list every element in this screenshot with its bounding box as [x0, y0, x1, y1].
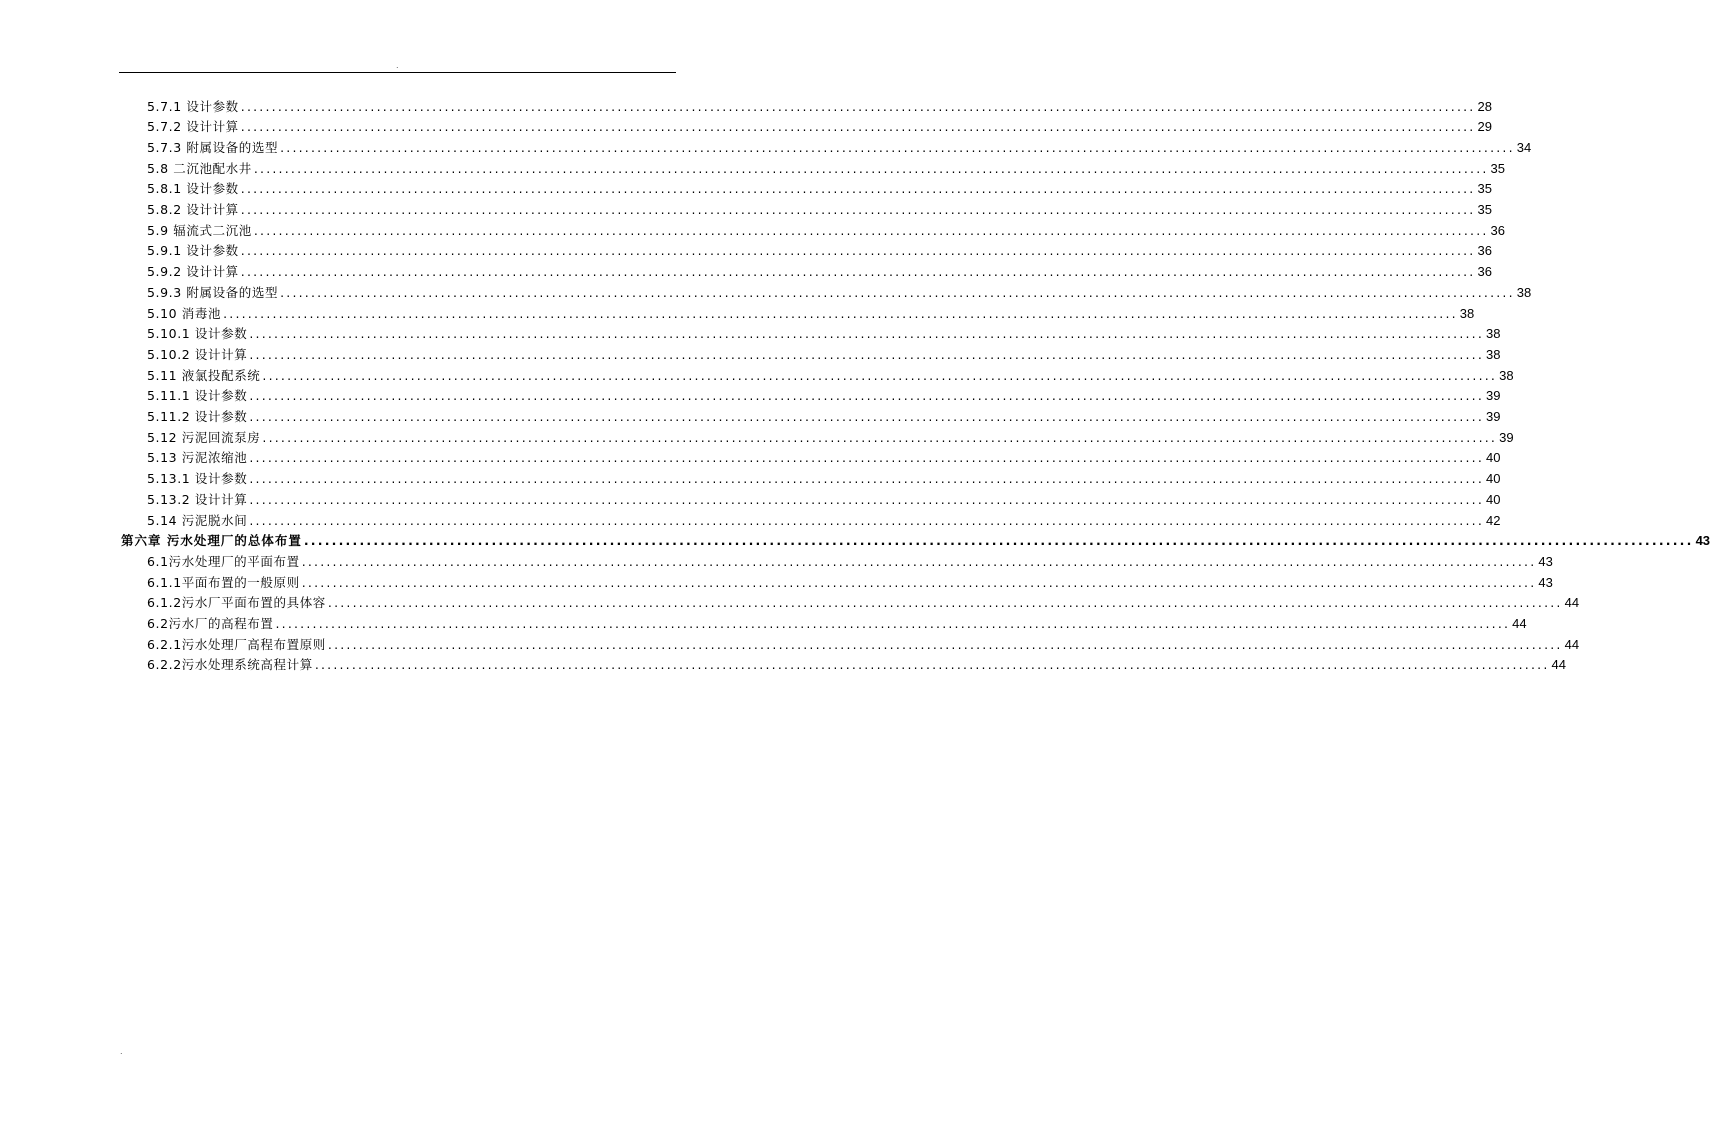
toc-entry[interactable]	[147, 134, 1532, 155]
toc-entry[interactable]	[147, 611, 1527, 632]
toc-entry-page-number: 40	[1486, 471, 1501, 487]
toc-entry[interactable]	[147, 631, 1580, 652]
toc-entry[interactable]	[147, 279, 1532, 300]
toc-entry-page-number: 44	[1564, 636, 1580, 652]
toc-entry-page-number: 43	[1538, 553, 1553, 569]
toc-dot-leader: ........................................................................................................................................................................................................	[240, 202, 1476, 217]
toc-entry-label: 6.2.1污水处理厂高程布置原则	[147, 636, 326, 652]
toc-entry-page-number: 40	[1486, 450, 1501, 466]
toc-entry[interactable]	[147, 93, 1492, 114]
toc-entry[interactable]	[147, 217, 1506, 238]
toc-entry-page-number: 42	[1486, 512, 1501, 528]
toc-dot-leader: ........................................................................................................................................................................................................	[223, 305, 1458, 321]
toc-entry[interactable]	[147, 383, 1501, 404]
toc-entry[interactable]	[147, 321, 1501, 342]
toc-entry-label: 5.9.2 设计计算	[147, 264, 239, 280]
toc-entry-label: 5.13.1 设计参数	[147, 471, 248, 487]
toc-dot-leader: ........................................................................................................................................................................................................	[249, 450, 1484, 466]
toc-entry-label: 6.2污水厂的高程布置	[147, 616, 274, 631]
toc-entry[interactable]	[147, 424, 1514, 445]
toc-entry-label: 5.11.1 设计参数	[147, 388, 248, 404]
toc-entry-page-number: 36	[1477, 264, 1492, 280]
toc-entry-label: 5.9 辐流式二沉池	[147, 222, 252, 238]
toc-entry-label: 6.2.2污水处理系统高程计算	[147, 657, 313, 673]
toc-entry-page-number: 38	[1499, 367, 1514, 383]
toc-entry-label: 6.1.2污水厂平面布置的具体容	[147, 595, 326, 611]
toc-entry-page-number: 40	[1486, 491, 1501, 507]
toc-dot-leader: ........................................................................................................................................................................................................	[253, 160, 1489, 176]
toc-dot-leader: ........................................................................................................................................................................................................	[314, 657, 1550, 673]
toc-dot-leader: ........................................................................................................................................................................................................	[301, 574, 1537, 590]
toc-entry-label: 5.8.2 设计计算	[147, 202, 239, 217]
toc-entry-page-number: 28	[1477, 98, 1492, 114]
toc-entry-page-number: 44	[1512, 616, 1527, 631]
toc-dot-leader: ........................................................................................................................................................................................................	[280, 139, 1515, 155]
toc-dot-leader: ........................................................................................................................................................................................................	[253, 222, 1489, 238]
toc-dot-leader: ........................................................................................................................................................................................................	[301, 553, 1537, 569]
toc-dot-leader: ........................................................................................................................................................................................................	[240, 264, 1476, 280]
toc-entry[interactable]	[147, 197, 1492, 218]
toc-entry-label: 5.13 污泥浓缩池	[147, 450, 248, 466]
toc-dot-leader: ........................................................................................................................................................................................................	[240, 243, 1476, 259]
toc-entry[interactable]	[147, 155, 1506, 176]
toc-entry-label: 5.7.3 附属设备的选型	[147, 139, 279, 155]
toc-entry-page-number: 44	[1551, 657, 1566, 673]
toc-chapter-entry[interactable]	[121, 528, 1710, 549]
toc-entry-page-number: 38	[1486, 326, 1501, 342]
toc-entry[interactable]	[147, 569, 1553, 590]
toc-entry-page-number: 39	[1486, 409, 1501, 424]
toc-entry-page-number: 39	[1486, 388, 1501, 404]
toc-entry-label: 6.1.1平面布置的一般原则	[147, 574, 300, 590]
toc-entry-label: 5.9.1 设计参数	[147, 243, 239, 259]
toc-dot-leader: ........................................................................................................................................................................................................	[303, 533, 1694, 549]
toc-entry[interactable]	[147, 114, 1492, 135]
toc-entry-page-number: 35	[1477, 181, 1492, 197]
toc-entry[interactable]	[147, 652, 1566, 673]
toc-entry[interactable]	[147, 590, 1580, 611]
toc-entry-label: 5.14 污泥脱水间	[147, 512, 248, 528]
toc-entry-page-number: 35	[1477, 202, 1492, 217]
toc-entry-label: 5.7.2 设计计算	[147, 119, 239, 135]
toc-entry[interactable]	[147, 466, 1501, 487]
toc-entry[interactable]	[147, 404, 1501, 425]
toc-dot-leader: ........................................................................................................................................................................................................	[249, 388, 1485, 404]
toc-dot-leader: ........................................................................................................................................................................................................	[240, 181, 1476, 197]
toc-entry-page-number: 38	[1486, 346, 1501, 362]
footer-mark: .	[120, 1047, 123, 1056]
toc-entry-page-number: 43	[1695, 533, 1710, 549]
toc-entry-label: 5.12 污泥回流泵房	[147, 429, 261, 445]
toc-entry[interactable]	[147, 445, 1501, 466]
toc-entry-page-number: 43	[1538, 574, 1553, 590]
toc-entry-label: 5.13.2 设计计算	[147, 491, 248, 507]
toc-dot-leader: ........................................................................................................................................................................................................	[240, 119, 1476, 135]
toc-dot-leader: ........................................................................................................................................................................................................	[249, 471, 1485, 487]
toc-dot-leader: ........................................................................................................................................................................................................	[327, 595, 1563, 611]
toc-entry-label: 5.11 液氯投配系统	[147, 367, 261, 383]
toc-entry-label: 5.10.1 设计参数	[147, 326, 248, 342]
toc-dot-leader: ........................................................................................................................................................................................................	[280, 284, 1515, 300]
toc-entry-page-number: 35	[1490, 160, 1506, 176]
toc-entry[interactable]	[147, 362, 1514, 383]
toc-dot-leader: ........................................................................................................................................................................................................	[327, 636, 1563, 652]
toc-entry[interactable]	[147, 176, 1492, 197]
toc-entry[interactable]	[147, 507, 1501, 528]
toc-dot-leader: ........................................................................................................................................................................................................	[249, 409, 1485, 424]
toc-entry-label: 5.7.1 设计参数	[147, 98, 239, 114]
toc-dot-leader: ........................................................................................................................................................................................................	[262, 367, 1498, 383]
toc-entry[interactable]	[147, 341, 1501, 362]
toc-entry[interactable]	[147, 486, 1501, 507]
toc-entry-page-number: 29	[1477, 119, 1492, 135]
toc-dot-leader: ........................................................................................................................................................................................................	[249, 326, 1485, 342]
toc-entry-label: 5.11.2 设计参数	[147, 409, 248, 424]
toc-entry-label: 5.8.1 设计参数	[147, 181, 239, 197]
toc-entry-page-number: 39	[1499, 429, 1514, 445]
toc-entry[interactable]	[147, 548, 1553, 569]
toc-dot-leader: ........................................................................................................................................................................................................	[249, 491, 1485, 507]
toc-entry[interactable]	[147, 238, 1492, 259]
toc-entry-page-number: 38	[1516, 284, 1532, 300]
toc-dot-leader: ........................................................................................................................................................................................................	[240, 98, 1476, 114]
toc-dot-leader: ........................................................................................................................................................................................................	[249, 512, 1484, 528]
header-rule	[119, 72, 676, 73]
toc-entry-page-number: 36	[1477, 243, 1492, 259]
toc-entry[interactable]	[147, 259, 1492, 280]
header-mark: .	[396, 61, 399, 70]
toc-entry-page-number: 34	[1516, 139, 1532, 155]
toc-entry-label: 5.8 二沉池配水井	[147, 160, 252, 176]
toc-entry-page-number: 36	[1490, 222, 1506, 238]
toc-entry-label: 5.10 消毒池	[147, 305, 222, 321]
toc-entry-label: 5.9.3 附属设备的选型	[147, 284, 279, 300]
toc-entry-label: 6.1污水处理厂的平面布置	[147, 553, 300, 569]
toc-entry-label: 第六章 污水处理厂的总体布置	[121, 533, 302, 549]
toc-dot-leader: ........................................................................................................................................................................................................	[275, 616, 1511, 631]
toc-entry-page-number: 44	[1564, 595, 1580, 611]
toc-entry-label: 5.10.2 设计计算	[147, 346, 248, 362]
toc-entry[interactable]	[147, 300, 1475, 321]
toc-dot-leader: ........................................................................................................................................................................................................	[249, 346, 1485, 362]
toc-dot-leader: ........................................................................................................................................................................................................	[262, 429, 1498, 445]
toc-entry-page-number: 38	[1459, 305, 1475, 321]
